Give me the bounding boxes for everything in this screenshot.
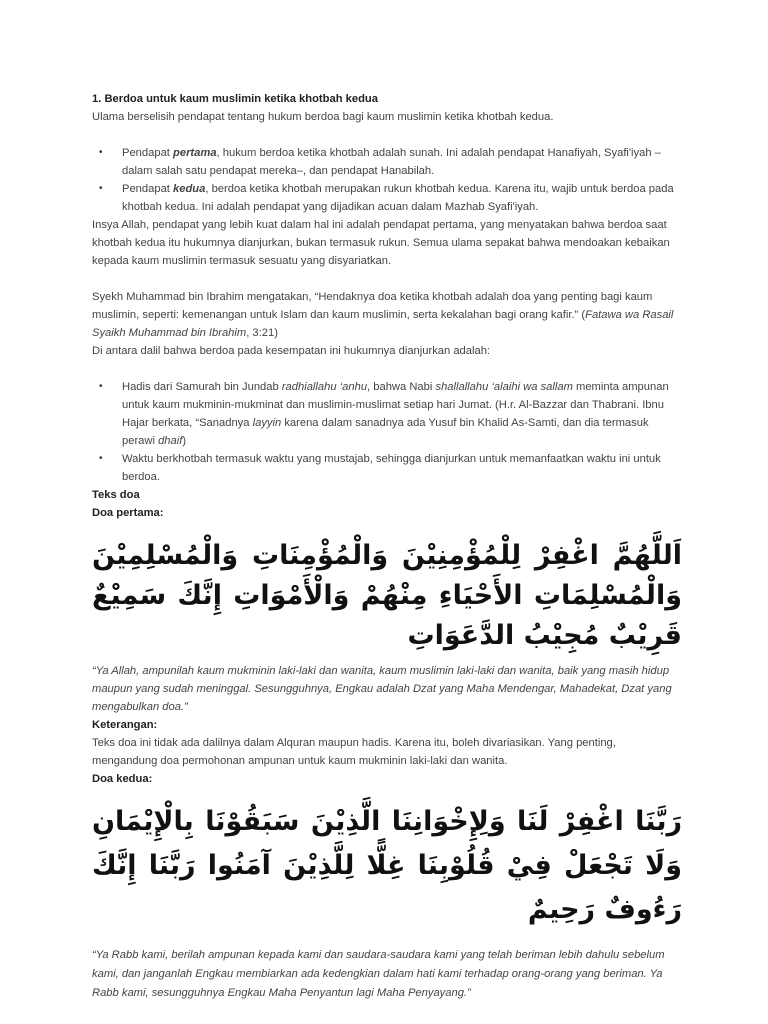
list-item-text: Pendapat [122,183,174,195]
arabic-prayer-1: اَللَّهُمَّ اغْفِرْ لِلْمُؤْمِنِيْنَ وَالْمُؤْمِنَاتِ وَالْمُسْلِمِيْنَ وَالْمُسْلِمَاتِ الأَحْيَاءِ مِنْهُمْ وَالْأَمْوَاتِ إِنَّكَ سَمِيْعٌ قَرِيْبٌ مُجِيْبُ الدَّعَوَاتِ [92,540,682,651]
doa-pertama-heading: Doa pertama: [92,507,164,519]
opinions-list [92,144,682,216]
list-item [92,378,682,450]
doa-kedua-heading: Doa kedua: [92,773,153,785]
list-item-text: , hukum berdoa ketika khotbah adalah sunah. Ini adalah pendapat Hanafiyah, Syafi'iyah –dalam salah satu pendapat mereka–, dan pendapat Hanabilah. [122,147,661,177]
list-item-text: , berdoa ketika khotbah merupakan rukun khotbah kedua. Karena itu, wajib untuk berdoa pada khotbah kedua. Ini adalah pendapat yang dijadikan acuan dalam Mazhab Syafi'iyah. [122,183,674,213]
citation-title: Fatawa wa Rasail Syaikh Muhammad bin Ibrahim [92,309,674,339]
emphasis-text: dhaif [158,435,183,447]
arabic-prayer-2: رَبَّنَا اغْفِرْ لَنَا وَلِإِخْوَانِنَا الَّذِيْنَ سَبَقُوْنَا بِالْإِيْمَانِ وَلَا تَجْعَلْ فِيْ قُلُوْبِنَا غِلًّا لِلَّذِيْنَ آمَنُوا رَبَّنَا إِنَّكَ رَءُوفٌ رَحِيمٌ [92,806,682,925]
translation-2: “Ya Rabb kami, berilah ampunan kepada kami dan saudara-saudara kami yang telah beriman lebih dahulu sebelum kami, dan janganlah Engkau membiarkan ada kedengkian dalam hati kami terhadap orang-orang yang beriman. Ya Rabb kami, sesungguhnya Engkau Maha Penyantun lagi Maha Penyayang.” [92,949,665,999]
keterangan-text: Teks doa ini tidak ada dalilnya dalam Alquran maupun hadis. Karena itu, boleh divariasikan. Yang penting, mengandung doa permohonan ampunan untuk kaum mukminin laki-laki dan wanita. [92,737,616,767]
list-item-text: ) [182,435,187,447]
emphasis-text: layyin [252,417,282,429]
list-item [92,180,682,216]
quote-text: Syekh Muhammad bin Ibrahim mengatakan, “Hendaknya doa ketika khotbah adalah doa yang penting bagi kaum muslimin, seperti: kemenangan untuk Islam dan kaum muslimin, serta kekalahan bagi orang kafir.” ( [92,291,653,321]
section-heading: 1. Berdoa untuk kaum muslimin ketika khotbah kedua [92,93,378,105]
list-item-text: meminta ampunan untuk kaum mukminin-mukminat dan muslimin-muslimat setiap hari Jumat. (H.r. Al-Bazzar dan Thabrani. Ibnu Hajar berkata, “Sanadnya [122,381,669,429]
translation-1: “Ya Allah, ampunilah kaum mukminin laki-laki dan wanita, kaum muslimin laki-laki dan wanita, baik yang masih hidup maupun yang sudah meninggal. Sesungguhnya, Engkau adalah Dzat yang Maha Mendengar, Mahadekat, Dzat yang mengabulkan doa.” [92,665,672,713]
list-item-text: Pendapat [122,147,174,159]
list-item-text: , bahwa Nabi [367,381,436,393]
evidence-list [92,378,682,486]
emphasis-text: kedua [173,183,206,195]
list-item [92,450,682,486]
quote-paragraph [92,288,682,342]
conclusion-paragraph: Insya Allah, pendapat yang lebih kuat dalam hal ini adalah pendapat pertama, yang menyatakan bahwa berdoa saat khotbah kedua itu hukumnya dianjurkan, bukan termasuk rukun. Semua ulama sepakat bahwa mendoakan kebaikan kepada kaum muslimin termasuk sesuatu yang disyariatkan. [92,219,670,267]
emphasis-text: shallallahu ‘alaihi wa sallam [435,381,573,393]
document-body [92,90,682,1003]
dalil-intro: Di antara dalil bahwa berdoa pada kesempatan ini hukumnya dianjurkan adalah: [92,345,491,357]
list-item [92,144,682,180]
teks-doa-heading: Teks doa [92,489,140,501]
list-item-text: karena dalam sanadnya ada Yusuf bin Khalid As-Samti, dan dia termasuk perawi [122,417,649,447]
list-item-text: Hadis dari Samurah bin Jundab [122,381,282,393]
emphasis-text: radhiallahu ‘anhu [281,381,368,393]
citation-page: , 3:21) [246,327,278,339]
emphasis-text: pertama [173,147,217,159]
keterangan-heading: Keterangan: [92,719,158,731]
intro-paragraph: Ulama berselisih pendapat tentang hukum berdoa bagi kaum muslimin ketika khotbah kedua. [92,111,554,123]
list-item-text: Waktu berkhotbah termasuk waktu yang mustajab, sehingga dianjurkan untuk memanfaatkan waktu ini untuk berdoa. [122,453,661,483]
